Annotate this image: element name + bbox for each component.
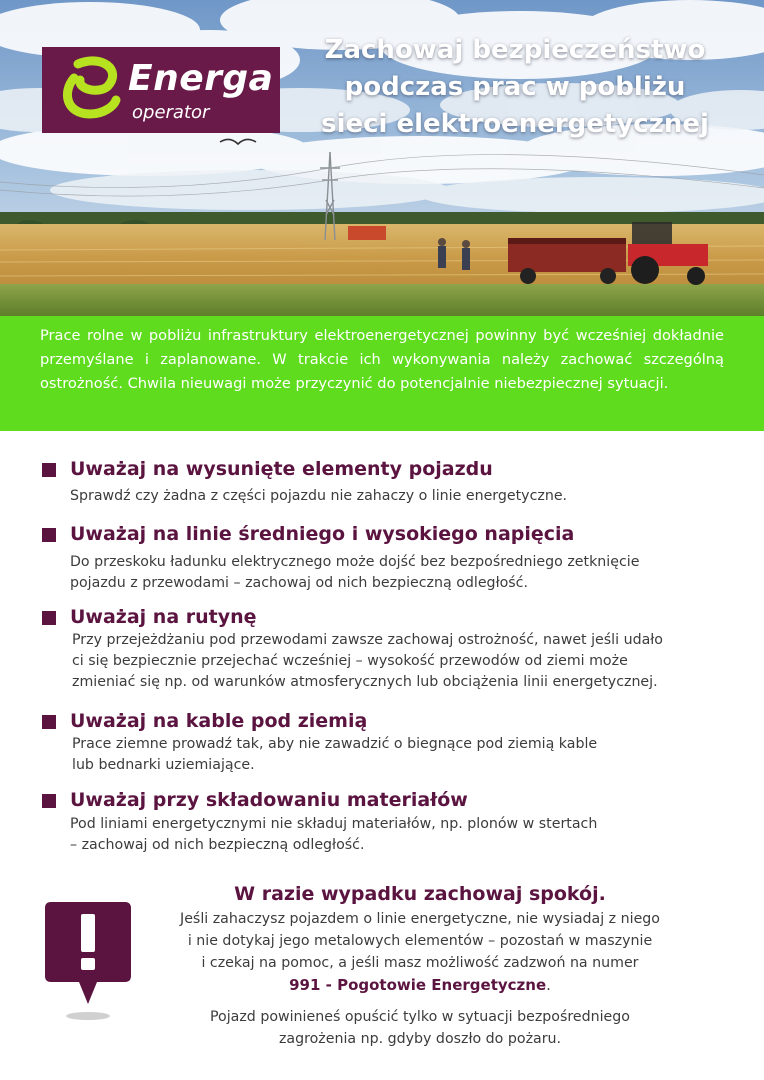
rule-text-line: pojazdu z przewodami – zachowaj od nich bezpieczną odległość. xyxy=(70,575,528,591)
accident-title: W razie wypadku zachowaj spokój. xyxy=(234,883,606,905)
square-bullet-icon xyxy=(42,715,56,729)
accident-instructions xyxy=(150,908,690,974)
rule-title: Uważaj na kable pod ziemią xyxy=(70,710,368,732)
rule-text xyxy=(72,630,663,693)
emergency-number xyxy=(150,974,690,996)
evacuation-note-line: zagrożenia np. gdyby doszło do pożaru. xyxy=(278,1031,562,1047)
square-bullet-icon xyxy=(42,794,56,808)
brand-subtitle: operator xyxy=(132,102,210,123)
square-bullet-icon xyxy=(42,611,56,625)
rule-title: Uważaj na wysunięte elementy pojazdu xyxy=(70,458,493,480)
accident-line: i czekaj na pomoc, a jeśli masz możliwość zadzwoń na numer xyxy=(201,955,639,971)
rule-text-line: Prace ziemne prowadź tak, aby nie zawadzić o biegnące pod ziemią kable xyxy=(72,736,598,752)
rule-text-line: lub bednarki uziemiające. xyxy=(72,757,255,773)
hero-photo xyxy=(0,0,764,316)
square-bullet-icon xyxy=(42,463,56,477)
emergency-number-period: . xyxy=(546,976,551,994)
evacuation-note xyxy=(150,1006,690,1050)
emergency-number-text: 991 - Pogotowie Energetyczne xyxy=(289,976,547,994)
rule-text-line: Pod liniami energetycznymi nie składuj materiałów, np. plonów w stertach xyxy=(70,816,598,832)
accident-line: Jeśli zahaczysz pojazdem o linie energetyczne, nie wysiadaj z niego xyxy=(180,911,660,927)
accident-line: i nie dotykaj jego metalowych elementów – pozostań w maszynie xyxy=(187,933,653,949)
title-line: sieci elektroenergetycznej xyxy=(321,109,709,139)
intro-text: Prace rolne w pobliżu infrastruktury elektroenergetycznej powinny być wcześniej dokładnie przemyślane i zaplanowane. W trakcie ich wykonywania należy zachować szczególną ostrożność. Chwila nieuwagi może przyczynić do potencjalnie niebezpiecznej sytuacji. xyxy=(40,327,724,392)
energa-swirl-logo-icon xyxy=(60,56,122,122)
page-title xyxy=(300,32,730,143)
rule-title: Uważaj przy składowaniu materiałów xyxy=(70,789,468,811)
rule-text xyxy=(70,552,639,594)
rule-text xyxy=(72,734,597,776)
title-line: Zachowaj bezpieczeństwo xyxy=(324,35,706,65)
rule-text xyxy=(70,486,567,507)
rule-text-line: Sprawdź czy żadna z części pojazdu nie zahaczy o linie energetyczne. xyxy=(70,488,568,504)
energa-logo xyxy=(42,47,280,133)
rule-text-line: zmieniać się np. od warunków atmosferycznych lub obciążenia linii energetycznej. xyxy=(72,674,658,690)
rule-text-line: – zachowaj od nich bezpieczną odległość. xyxy=(70,837,365,853)
exclamation-warning-icon xyxy=(45,902,131,1028)
brand-name: Energa xyxy=(128,58,274,99)
evacuation-note-line: Pojazd powinieneś opuścić tylko w sytuacji bezpośredniego xyxy=(210,1009,630,1025)
rule-text-line: Przy przejeżdżaniu pod przewodami zawsze zachowaj ostrożność, nawet jeśli udało xyxy=(72,632,663,648)
rule-title: Uważaj na rutynę xyxy=(70,606,257,628)
title-line: podczas prac w pobliżu xyxy=(344,72,686,102)
rule-title: Uważaj na linie średniego i wysokiego napięcia xyxy=(70,523,575,545)
rule-text-line: Do przeskoku ładunku elektrycznego może dojść bez bezpośredniego zetknięcie xyxy=(70,554,640,570)
rule-text xyxy=(70,814,597,856)
rule-text-line: ci się bezpiecznie przejechać wcześniej – wysokość przewodów od ziemi może xyxy=(72,653,628,669)
square-bullet-icon xyxy=(42,528,56,542)
intro-banner xyxy=(0,316,764,431)
